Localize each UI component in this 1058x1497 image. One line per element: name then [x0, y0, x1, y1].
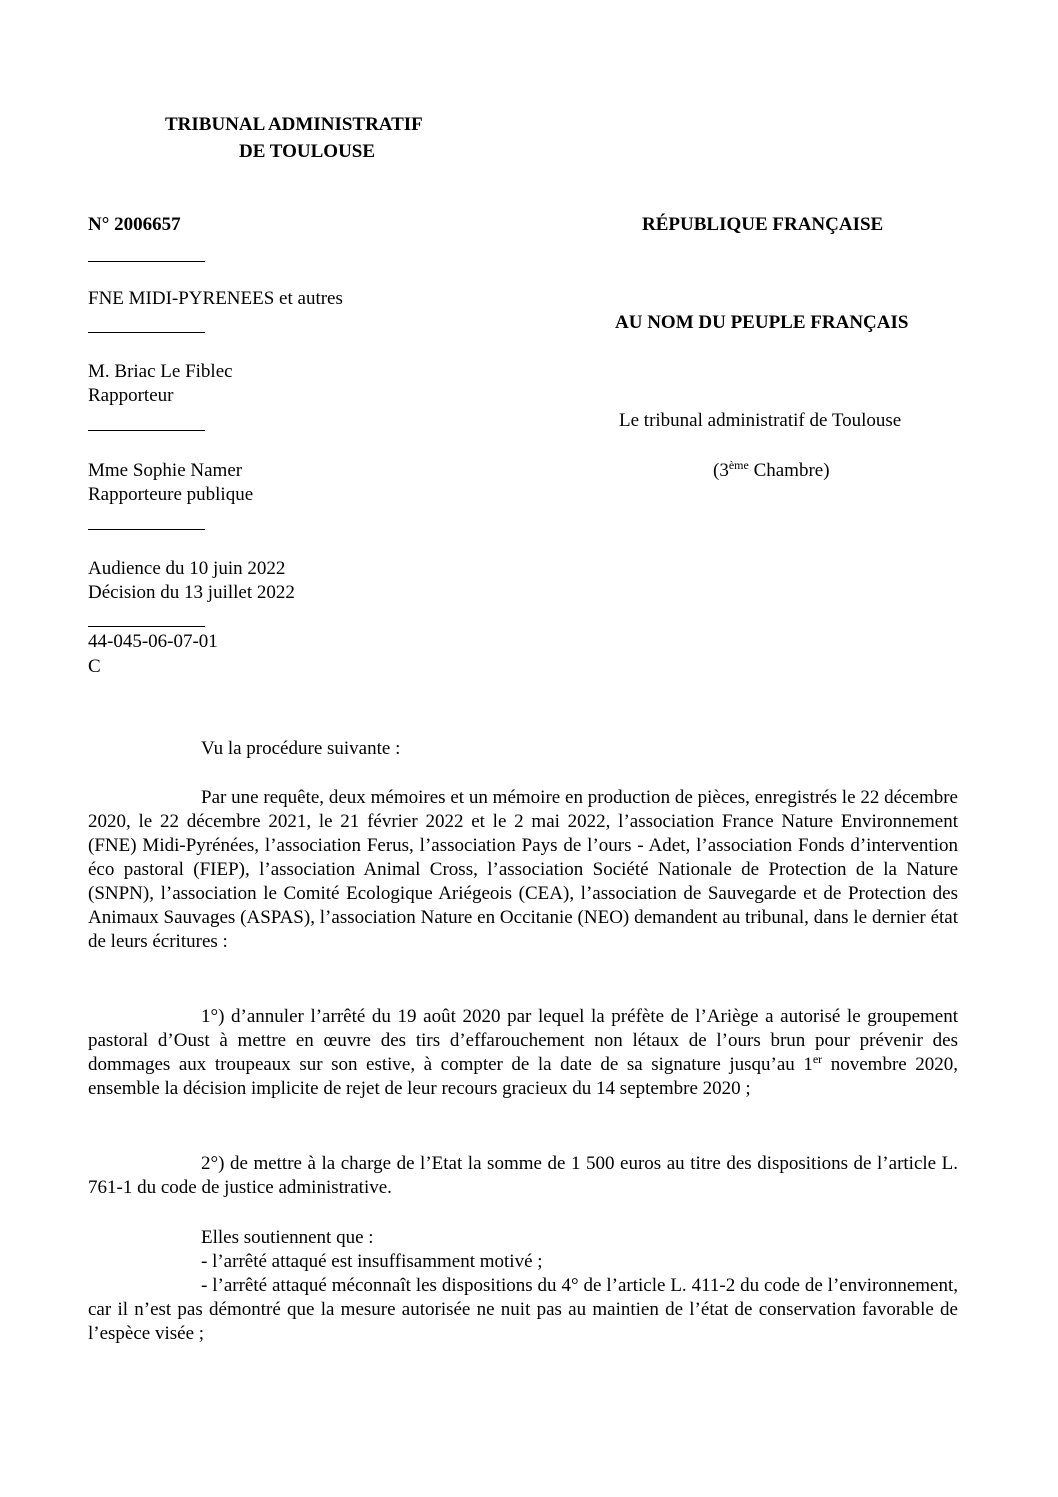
chambre-designation: [713, 459, 830, 483]
court-name-line1: TRIBUNAL ADMINISTRATIF: [165, 114, 423, 135]
chambre-prefix: (3: [713, 460, 729, 481]
paragraph-costs: 2°) de mettre à la charge de l’Etat la somme de 1 500 euros au titre des dispositions de l’article L. 761-1 du code de justice administrative.: [88, 1153, 958, 1198]
annulment-superscript: er: [812, 1052, 823, 1066]
separator-rule: [88, 430, 205, 431]
republic-heading: RÉPUBLIQUE FRANÇAISE: [642, 214, 884, 235]
paragraph-annulment: [88, 1005, 958, 1101]
decision-date: Décision du 13 juillet 2022: [88, 582, 295, 603]
audience-date: Audience du 10 juin 2022: [88, 558, 286, 579]
court-name-line2: DE TOULOUSE: [239, 141, 376, 162]
parties: FNE MIDI-PYRENEES et autres: [88, 288, 343, 309]
separator-rule: [88, 529, 205, 530]
separator-rule: [88, 626, 205, 627]
arguments-intro: Elles soutiennent que :: [201, 1227, 374, 1248]
annulment-text-start: 1°) d’annuler l’arrêté du 19 août 2020 par lequel la préfète de l’Ariège a autorisé le groupement pastoral d’Oust à mettre en œuvre des tirs d’effarouchement non létaux de l’ours brun pour prévenir des dommages aux troupeaux sur son estive, à compter de la date de sa signature jusqu’au 1: [88, 1006, 958, 1075]
case-number: N° 2006657: [88, 214, 181, 235]
classification-code: 44-045-06-07-01: [88, 631, 218, 652]
separator-rule: [88, 261, 205, 262]
rapporteur-name: M. Briac Le Fiblec: [88, 361, 233, 382]
separator-rule: [88, 332, 205, 333]
rapporteur-role: Rapporteur: [88, 385, 174, 406]
tribunal-designation: Le tribunal administratif de Toulouse: [619, 410, 902, 431]
chambre-suffix: Chambre): [748, 460, 830, 481]
argument-item: - l’arrêté attaqué est insuffisamment motivé ;: [201, 1251, 543, 1272]
argument-item: - l’arrêté attaqué méconnaît les dispositions du 4° de l’article L. 411-2 du code de l’environnement, car il n’est pas démontré que la mesure autorisée ne nuit pas au maintien de l’état de conservation favorable de l’espèce visée ;: [88, 1275, 958, 1344]
rapporteure-publique-role: Rapporteure publique: [88, 484, 254, 505]
rapporteure-publique-name: Mme Sophie Namer: [88, 460, 243, 481]
paragraph-request: Par une requête, deux mémoires et un mémoire en production de pièces, enregistrés le 22 décembre 2020, le 22 décembre 2021, le 21 février 2022 et le 2 mai 2022, l’association France Nature Environnement (FNE) Midi-Pyrénées, l’association Ferus, l’association Pays de l’ours - Adet, l’association Fonds d’intervention éco pastoral (FIEP), l’association Animal Cross, l’association Société Nationale de Protection de la Nature (SNPN), l’association le Comité Ecologique Ariégeois (CEA), l’association de Sauvegarde et de Protection des Animaux Sauvages (ASPAS), l’association Nature en Occitanie (NEO) demandent au tribunal, dans le dernier état de leurs écritures :: [88, 787, 958, 952]
classification-letter: C: [88, 656, 101, 677]
procedure-intro: Vu la procédure suivante :: [201, 738, 401, 759]
annulment-text-end: novembre 2020, ensemble la décision implicite de rejet de leur recours gracieux du 14 septembre 2020 ;: [88, 1054, 958, 1099]
chambre-superscript: ème: [728, 458, 749, 472]
au-nom-heading: AU NOM DU PEUPLE FRANÇAIS: [615, 312, 909, 333]
